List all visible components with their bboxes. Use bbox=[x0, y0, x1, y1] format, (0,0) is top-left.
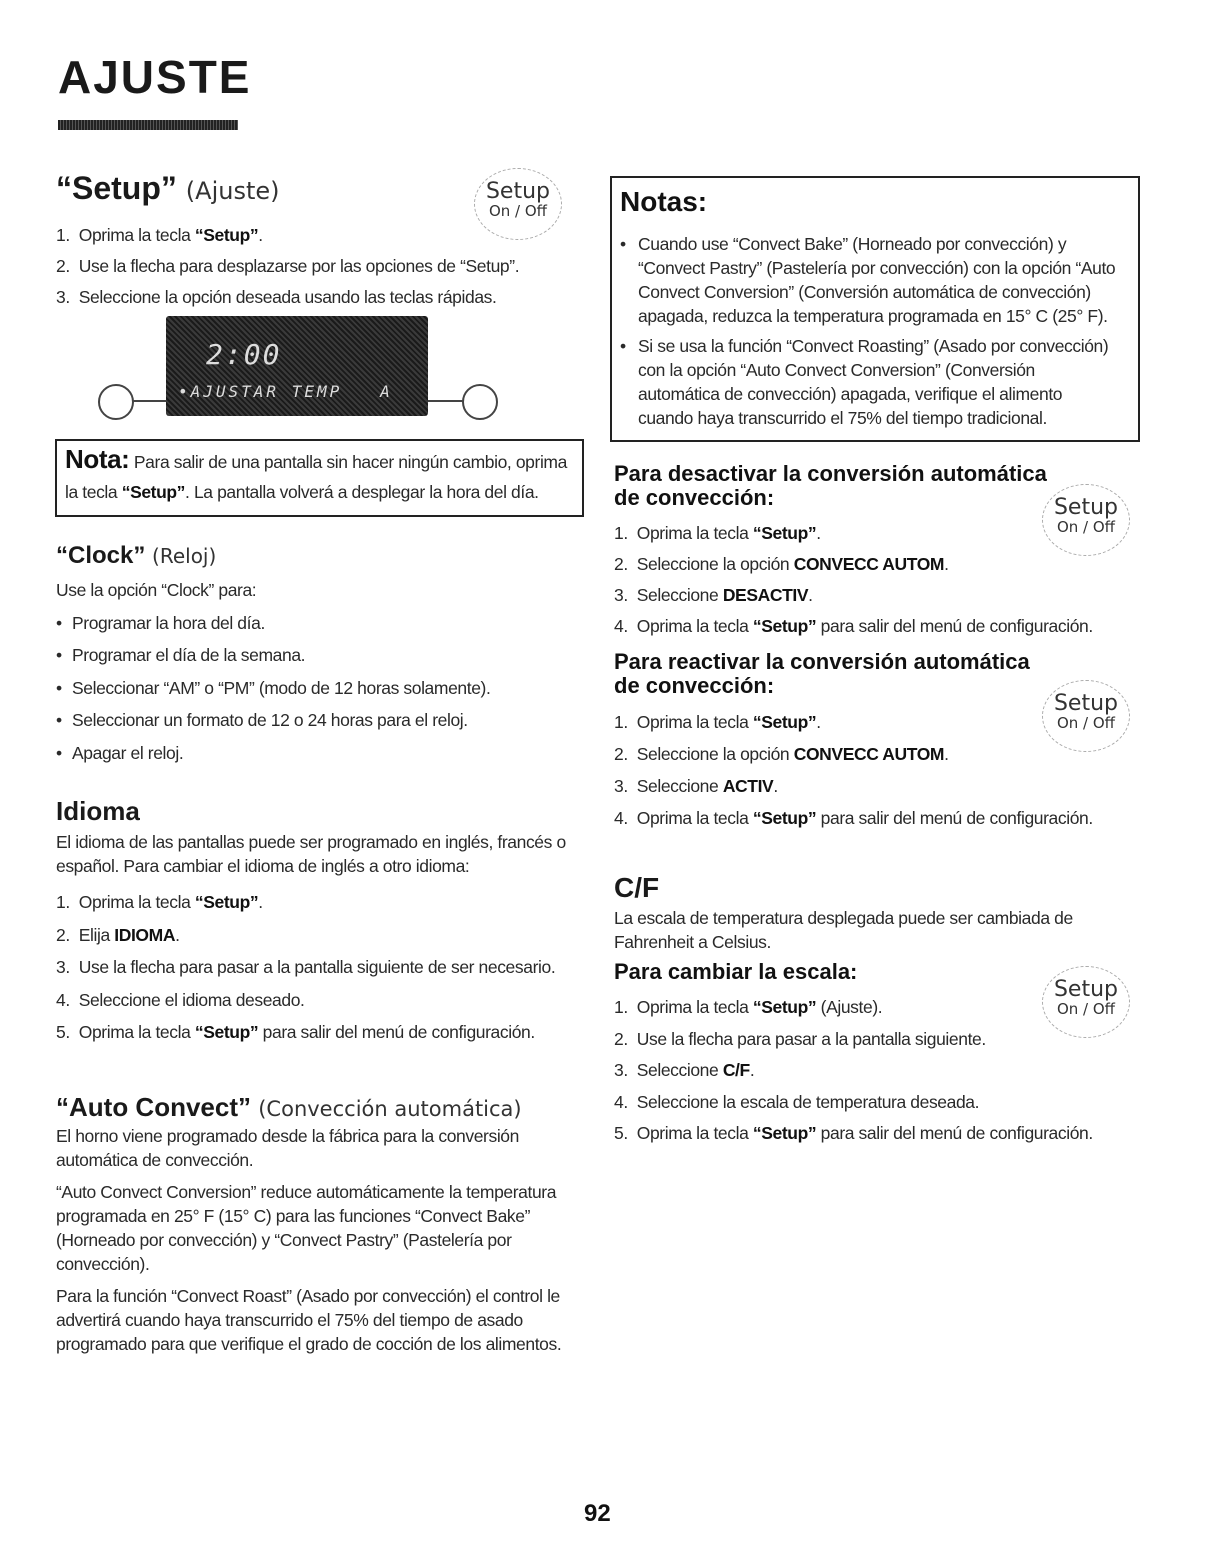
desactivar-title-2: de convección: bbox=[614, 485, 775, 510]
clock-heading bbox=[56, 542, 216, 570]
setup-key-icon: Setup On / Off bbox=[1042, 966, 1130, 1038]
cf-steps bbox=[614, 992, 1093, 1150]
desactivar-title-1: Para desactivar la conversión automática bbox=[614, 461, 1047, 486]
nota-line-2-pre: la tecla bbox=[65, 482, 122, 502]
notas-label: Notas: bbox=[620, 186, 708, 217]
step-4: 4. Seleccione la escala de temperatura deseada. bbox=[614, 1091, 980, 1112]
desactivar-steps bbox=[614, 518, 1093, 642]
auto-convect-title: “Auto Convect” bbox=[56, 1092, 251, 1122]
nota-line-2-post: . La pantalla volverá a desplegar la hora del día. bbox=[185, 482, 539, 502]
auto-convect-heading bbox=[56, 1092, 522, 1123]
step-2: 2. Use la flecha para pasar a la pantalla siguiente. bbox=[614, 1028, 986, 1049]
step-4: 4. Oprima la tecla “Setup” para salir del menú de configuración. bbox=[614, 808, 1093, 828]
auto-convect-p1: El horno viene programado desde la fábrica para la conversión automática de convección. bbox=[56, 1126, 519, 1170]
clock-title: “Clock” bbox=[56, 542, 146, 569]
clock-title-sub: (Reloj) bbox=[152, 544, 217, 568]
reactivar-title-1: Para reactivar la conversión automática bbox=[614, 649, 1030, 674]
nota-text bbox=[65, 444, 567, 507]
auto-convect-title-sub: (Convección automática) bbox=[258, 1097, 522, 1121]
display-message: •AJUSTAR TEMP A bbox=[178, 382, 393, 401]
clock-bullet: • Programar la hora del día. bbox=[56, 612, 265, 633]
setup-heading bbox=[56, 170, 279, 207]
step-1: 1. Oprima la tecla “Setup” (Ajuste). bbox=[614, 997, 883, 1017]
nota-label: Nota: bbox=[65, 444, 130, 474]
step-3: 3. Seleccione la opción deseada usando las teclas rápidas. bbox=[56, 287, 497, 307]
step-3: 3. Seleccione DESACTIV. bbox=[614, 585, 813, 605]
step-1: 1. Oprima la tecla “Setup”. bbox=[614, 712, 821, 732]
page-title-text: AJUSTE bbox=[58, 51, 252, 103]
setup-key-label: Setup bbox=[485, 179, 551, 204]
idioma-intro-1: El idioma de las pantallas puede ser programado en inglés, francés o bbox=[56, 832, 566, 852]
step-3: 3. Use la flecha para pasar a la pantalla siguiente de ser necesario. bbox=[56, 957, 556, 977]
idioma-intro-2: español. Para cambiar el idioma de inglés a otro idioma: bbox=[56, 856, 470, 876]
clock-bullet: • Seleccionar un formato de 12 o 24 horas para el reloj. bbox=[56, 710, 468, 730]
display-time: 2:00 bbox=[206, 338, 282, 371]
idioma-steps bbox=[56, 886, 555, 1049]
setup-key-sublabel: On / Off bbox=[488, 202, 548, 220]
reactivar-heading bbox=[614, 650, 1030, 698]
page-title bbox=[58, 50, 251, 104]
clock-bullet: • Apagar el reloj. bbox=[56, 742, 184, 763]
cf-heading: C/F bbox=[614, 872, 660, 903]
step-2: 2. Use la flecha para desplazarse por las opciones de “Setup”. bbox=[56, 256, 520, 276]
notas-bullet-2: • Si se usa la función “Convect Roasting” (Asado por convección) con la opción “Auto Convect Conversion” (Conversión automática de convección) apagada, verifique el alimento cuando haya transcurrido el 75% del tiempo tradicional. bbox=[620, 336, 1109, 428]
clock-bullet: • Programar el día de la semana. bbox=[56, 645, 306, 665]
step-5: 5. Oprima la tecla “Setup” para salir del menú de configuración. bbox=[56, 1022, 535, 1042]
auto-convect-p3: Para la función “Convect Roast” (Asado por convección) el control le advertirá cuando haya transcurrido el 75% del tiempo de asado programado para que verifique el grado de cocción de los alimentos. bbox=[56, 1286, 562, 1354]
cf-intro: La escala de temperatura desplegada puede ser cambiada de Fahrenheit a Celsius. bbox=[614, 908, 1073, 952]
step-1: 1. Oprima la tecla “Setup”. bbox=[56, 892, 263, 912]
step-2: 2. Elija IDIOMA. bbox=[56, 924, 180, 945]
step-3: 3. Seleccione C/F. bbox=[614, 1060, 755, 1080]
clock-intro: Use la opción “Clock” para: bbox=[56, 580, 257, 600]
page-number: 92 bbox=[584, 1500, 611, 1527]
clock-content bbox=[56, 574, 490, 769]
idioma-heading: Idioma bbox=[56, 796, 140, 826]
nota-line-1: Para salir de una pantalla sin hacer ningún cambio, oprima bbox=[133, 452, 567, 472]
reactivar-title-2: de convección: bbox=[614, 673, 775, 698]
clock-bullet: • Seleccionar “AM” o “PM” (modo de 12 horas solamente). bbox=[56, 677, 491, 698]
cf-subheading: Para cambiar la escala: bbox=[614, 959, 858, 984]
reactivar-steps bbox=[614, 706, 1093, 834]
setup-title: “Setup” bbox=[56, 170, 177, 206]
step-4: 4. Seleccione el idioma deseado. bbox=[56, 989, 305, 1010]
setup-key-icon: Setup On / Off bbox=[1042, 680, 1130, 752]
step-1: 1. Oprima la tecla “Setup”. bbox=[614, 523, 821, 543]
title-underline bbox=[58, 120, 238, 130]
setup-key-icon: Setup On / Off bbox=[1042, 484, 1130, 556]
step-4: 4. Oprima la tecla “Setup” para salir del menú de configuración. bbox=[614, 616, 1093, 636]
step-3: 3. Seleccione ACTIV. bbox=[614, 776, 778, 796]
nota-line-2-bold: “Setup” bbox=[121, 482, 186, 502]
step-2: 2. Seleccione la opción CONVECC AUTOM. bbox=[614, 554, 949, 574]
step-5: 5. Oprima la tecla “Setup” para salir del menú de configuración. bbox=[614, 1123, 1093, 1143]
notas-bullet-1: • Cuando use “Convect Bake” (Horneado por convección) y “Convect Pastry” (Pastelería por convección) con la opción “Auto Convect Conversion” (Conversión automática de convección) apagada, reduzca la temperatura programada en 15° C (25° F). bbox=[620, 234, 1116, 326]
setup-title-sub: (Ajuste) bbox=[185, 177, 280, 205]
step-1: 1. Oprima la tecla “Setup”. bbox=[56, 225, 263, 245]
step-2: 2. Seleccione la opción CONVECC AUTOM. bbox=[614, 744, 949, 764]
desactivar-heading bbox=[614, 462, 1047, 510]
auto-convect-p2: “Auto Convect Conversion” reduce automáticamente la temperatura programada en 25° F (15° C) para las funciones “Convect Bake” (Horneado por convección) y “Convect Pastry” (Pastelería por convección). bbox=[56, 1182, 557, 1274]
idioma-content bbox=[56, 830, 566, 878]
